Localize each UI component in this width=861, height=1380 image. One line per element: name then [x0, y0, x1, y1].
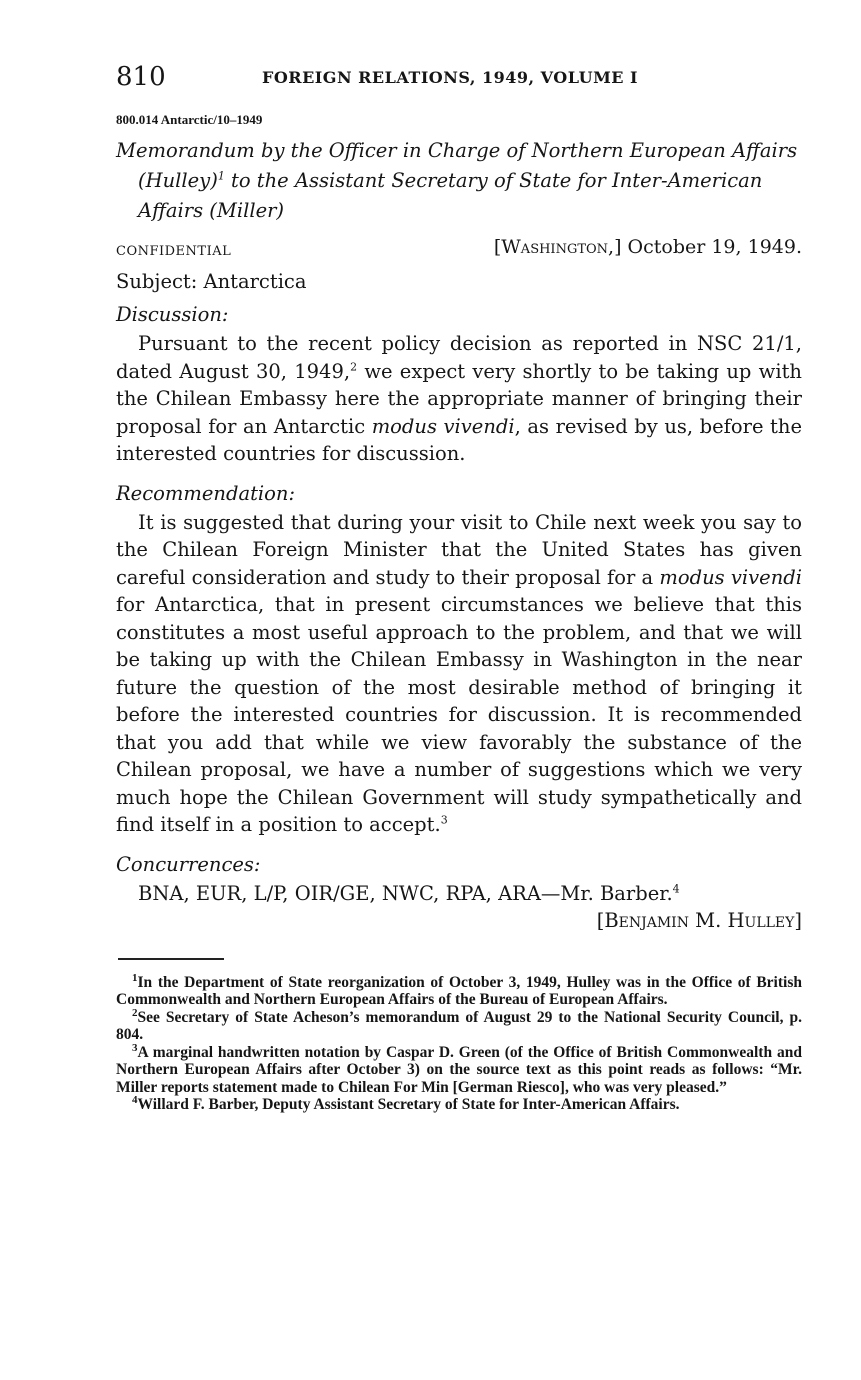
footnote-number: 2 — [132, 1006, 138, 1019]
footnote-number: 3 — [132, 1041, 138, 1054]
recommendation-label: Recommendation: — [116, 481, 296, 505]
footnote-text: Willard F. Barber, Deputy Assistant Secretary of State for Inter-American Affairs. — [137, 1096, 680, 1113]
discussion-text-3: , as revised by us, before the interested countries for discussion. — [116, 414, 802, 465]
recommendation-emphasis: modus vivendi — [659, 565, 802, 589]
footnote-ref-4: 4 — [672, 882, 680, 895]
footnote-ref-1: 1 — [217, 169, 225, 183]
footnote — [116, 1041, 802, 1097]
discussion-emphasis: modus vivendi — [371, 414, 515, 438]
concurrences-label: Concurrences: — [116, 852, 261, 876]
recommendation-paragraph — [116, 509, 802, 839]
title-text-rest: to the Assistant Secretary of State for Inter-American Affairs (Miller) — [138, 169, 763, 222]
concurrences-text: BNA, EUR, L/P, OIR/GE, NWC, RPA, ARA—Mr. Barber. — [138, 881, 673, 905]
footnote — [116, 1006, 802, 1044]
recommendation-text-1: It is suggested that during your visit to Chile next week you say to the Chilean Foreign Minister that the United States has given careful consideration and study to their proposal for a — [116, 510, 802, 589]
footnote-ref-2: 2 — [350, 360, 358, 373]
dateline-date: October 19, 1949. — [621, 236, 802, 258]
page-header — [116, 60, 802, 96]
classification: CONFIDENTIAL — [116, 244, 232, 259]
discussion-paragraph — [116, 330, 802, 468]
subject-line: Subject: Antarctica — [116, 270, 307, 293]
memo-title — [116, 136, 802, 226]
footnote-text: In the Department of State reorganization of October 3, 1949, Hulley was in the Office of British Commonwealth and Northern European Affairs of the Bureau of European Affairs. — [116, 973, 802, 1008]
file-reference: 800.014 Antarctic/10–1949 — [116, 112, 263, 127]
footnote-text: A marginal handwritten notation by Caspar D. Green (of the Office of British Commonwealth and Northern European Affairs after October 3) on the source text as this point reads as follows: “Mr. Miller reports statement made to Chilean For Min [German Riesco], who was very pleased.” — [116, 1043, 802, 1096]
footnote-divider — [118, 958, 224, 960]
document-page — [116, 60, 802, 1114]
dateline — [494, 236, 802, 258]
footnote — [116, 971, 802, 1009]
page-number: 810 — [116, 62, 166, 92]
running-head: FOREIGN RELATIONS, 1949, VOLUME I — [262, 68, 639, 87]
signature-text: [Benjamin M. Hulley] — [596, 908, 802, 932]
recommendation-text-2: for Antarctica, that in present circumstances we believe that this constitutes a most useful approach to the problem, and that we will be taking up with the Chilean Embassy in Washington in the near future the question of the most desirable method of bringing it before the interested countries for discussion. It is recommended that you add that while we view favorably the substance of the Chilean proposal, we have a number of suggestions which we very much hope the Chilean Government will study sympathetically and find itself in a position to accept. — [116, 593, 802, 836]
discussion-text-2: we expect very shortly to be taking up with the Chilean Embassy here the appropriate manner of bringing their proposal for an Antarctic — [116, 359, 802, 438]
footnote-text: See Secretary of State Acheson’s memorandum of August 29 to the National Security Council, p. 804. — [116, 1008, 802, 1043]
classification-line — [116, 236, 802, 266]
signature — [116, 909, 802, 932]
footnote — [116, 1093, 802, 1114]
footnotes — [116, 971, 802, 1114]
footnote-ref-3: 3 — [440, 813, 448, 827]
footnote-number: 1 — [132, 971, 138, 984]
discussion-label: Discussion: — [116, 303, 229, 326]
title-text: Memorandum by the Officer in Charge of Northern European Affairs (Hulley) — [116, 139, 798, 192]
discussion-text-1: Pursuant to the recent policy decision as reported in NSC 21/1, dated August 30, 1949, — [116, 332, 802, 383]
footnote-number: 4 — [132, 1093, 138, 1106]
dateline-place: [Washington,] — [493, 236, 622, 258]
concurrences-list — [116, 882, 802, 905]
